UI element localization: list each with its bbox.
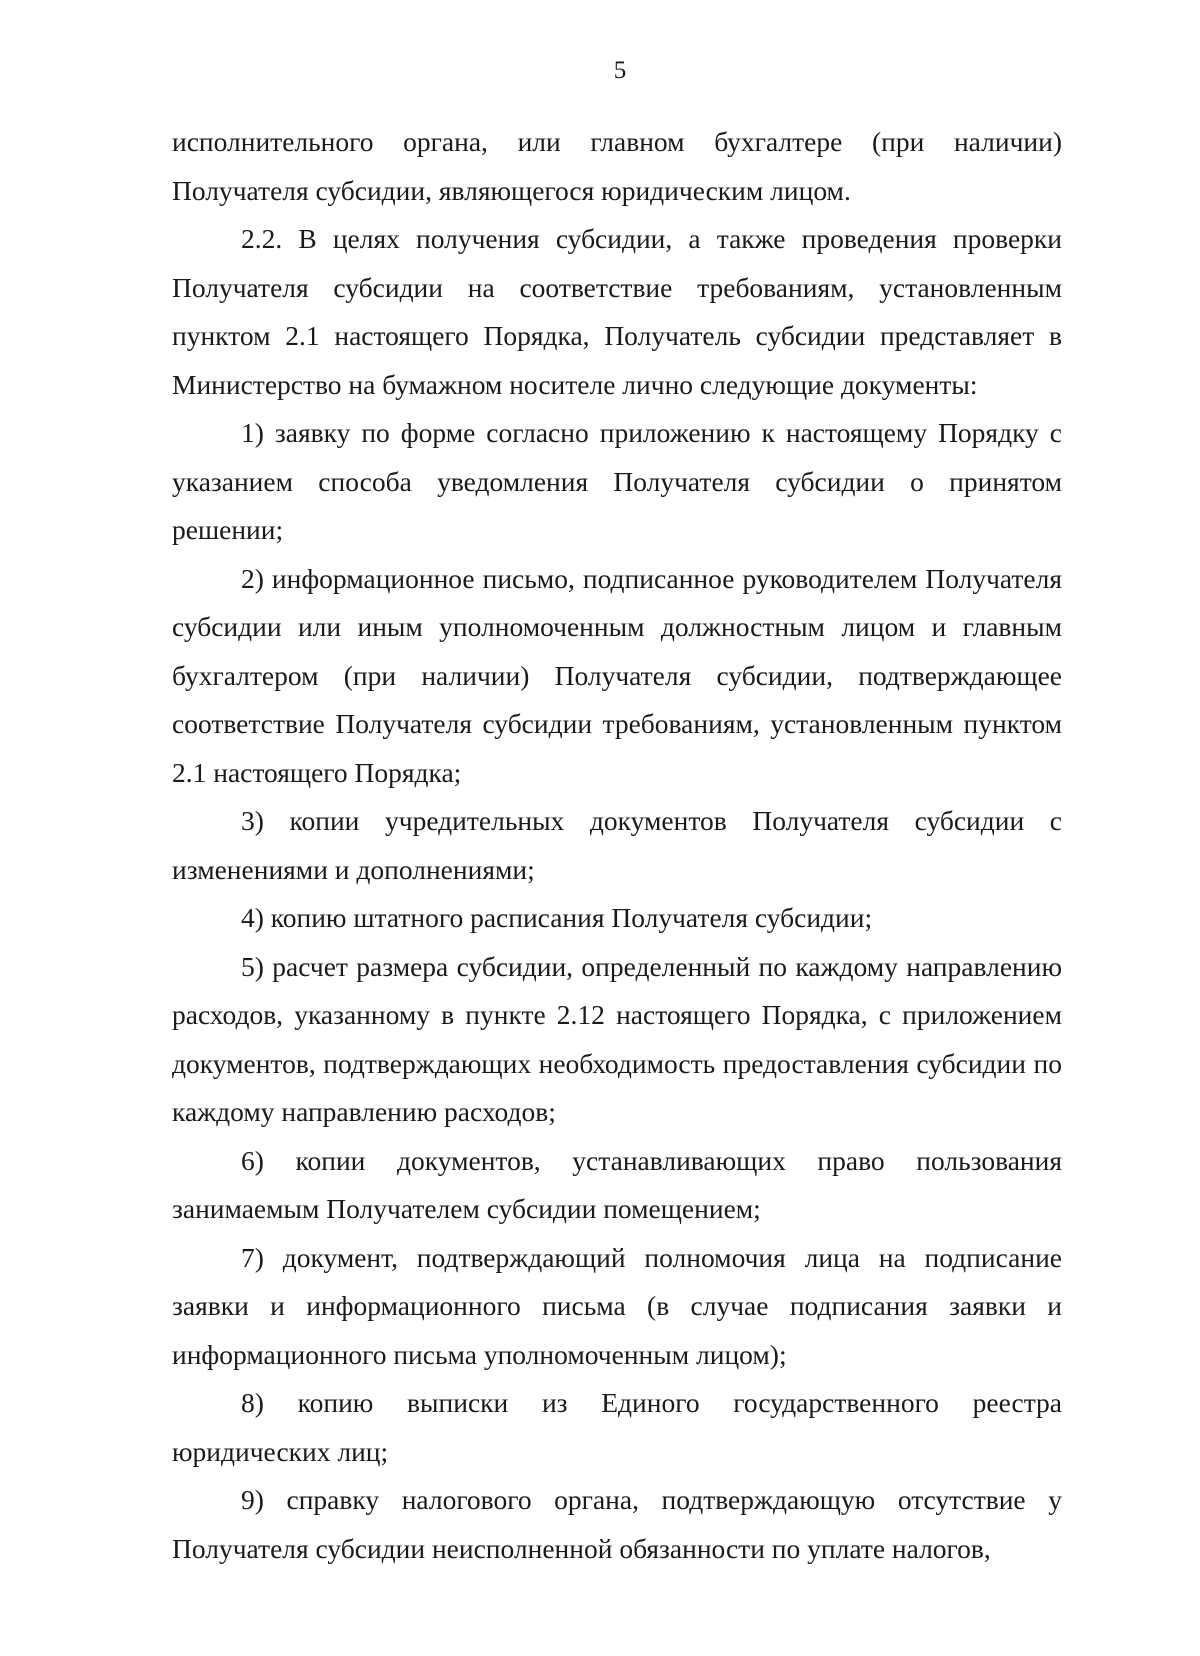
list-item-1: 1) заявку по форме согласно приложению к настоящему Порядку с указанием способа уведомления Получателя субсидии о принятом решении;: [172, 417, 1062, 545]
page-number: 5: [613, 57, 627, 84]
list-item-8: 8) копию выписки из Единого государственного реестра юридических лиц;: [172, 1387, 1062, 1467]
document-body: [172, 118, 1062, 1573]
list-item-6: 6) копии документов, устанавливающих право пользования занимаемым Получателем субсидии помещением;: [172, 1144, 1062, 1224]
list-item-4: 4) копию штатного расписания Получателя субсидии;: [241, 902, 873, 933]
list-item-2: 2) информационное письмо, подписанное руководителем Получателя субсидии или иным уполномоченным должностным лицом и главным бухгалтером (при наличии) Получателя субсидии, подтверждающее соответствие Получателя субсидии требованиям, установленным пунктом 2.1 настоящего Порядка;: [172, 562, 1062, 788]
list-item-5: 5) расчет размера субсидии, определенный по каждому направлению расходов, указанному в пункте 2.12 настоящего Порядка, с приложением документов, подтверждающих необходимость предоставления субсидии по каждому направлению расходов;: [172, 950, 1062, 1127]
list-item-9: 9) справку налогового органа, подтверждающую отсутствие у Получателя субсидии неисполненной обязанности по уплате налогов,: [172, 1484, 1062, 1564]
paragraph-continuation: исполнительного органа, или главном бухгалтере (при наличии) Получателя субсидии, являющегося юридическим лицом.: [172, 126, 1062, 206]
list-item-3: 3) копии учредительных документов Получателя субсидии с изменениями и дополнениями;: [172, 805, 1062, 885]
list-item-7: 7) документ, подтверждающий полномочия лица на подписание заявки и информационного письма (в случае подписания заявки и информационного письма уполномоченным лицом);: [172, 1241, 1062, 1370]
paragraph-2-2: 2.2. В целях получения субсидии, а также проведения проверки Получателя субсидии на соответствие требованиям, установленным пунктом 2.1 настоящего Порядка, Получатель субсидии представляет в Министерство на бумажном носителе лично следующие документы:: [172, 223, 1062, 400]
